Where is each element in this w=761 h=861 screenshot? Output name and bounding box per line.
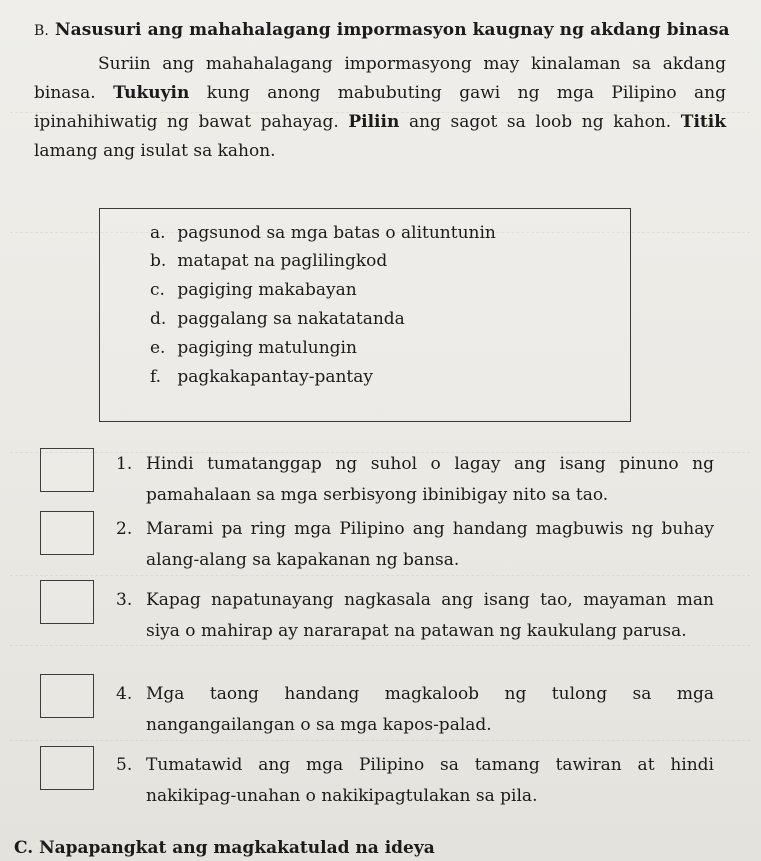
- next-section-letter: C.: [14, 838, 34, 858]
- item-text: Tumatawid ang mga Pilipino sa tamang tawiran at hindi nakikipag-unahan o nakikipagtulakan sa pila.: [146, 755, 714, 806]
- answer-box[interactable]: [40, 674, 94, 718]
- answer-box[interactable]: [40, 511, 94, 555]
- choice-letter: c.: [150, 280, 165, 300]
- choice-item: [150, 251, 387, 271]
- choice-item: [150, 280, 357, 300]
- next-section-title: Napapangkat ang magkakatulad na ideya: [39, 838, 435, 858]
- instructions-paragraph: [34, 50, 726, 166]
- choice-letter: e.: [150, 338, 166, 358]
- choice-item: [150, 309, 405, 329]
- item-number: 3.: [116, 590, 133, 610]
- item-text: Mga taong handang magkaloob ng tulong sa mga nangangailangan o sa mga kapos-palad.: [146, 684, 714, 735]
- choice-item: [150, 338, 357, 358]
- choice-letter: b.: [150, 251, 167, 271]
- choice-text: pagsunod sa mga batas o alituntunin: [177, 223, 496, 243]
- item-text: Marami pa ring mga Pilipino ang handang magbuwis ng buhay alang-alang sa kapakanan ng bansa.: [146, 519, 714, 570]
- instructions-bold-word: Titik: [680, 112, 726, 132]
- choice-text: pagiging makabayan: [177, 280, 357, 300]
- instructions-text: kung anong mabubuting gawi ng mga Pilipino ang ipinahihiwatig ng bawat pahayag.: [34, 83, 727, 132]
- instructions-text: lamang ang isulat sa kahon.: [34, 141, 276, 161]
- item-number: 4.: [116, 684, 133, 704]
- answer-box[interactable]: [40, 448, 94, 492]
- choice-text: matapat na paglilingkod: [177, 251, 388, 271]
- section-title: Nasusuri ang mahahalagang impormasyon kaugnay ng akdang binasa: [54, 20, 730, 40]
- instructions-bold-word: Piliin: [348, 112, 400, 132]
- item-number: 1.: [116, 454, 133, 474]
- instructions-bold-word: Tukuyin: [113, 83, 190, 103]
- choice-item: [150, 367, 373, 387]
- next-section-heading: [14, 838, 435, 858]
- item-text: Kapag napatunayang nagkasala ang isang tao, mayaman man siya o mahirap ay nararapat na patawan ng kaukulang parusa.: [146, 590, 714, 641]
- answer-box[interactable]: [40, 746, 94, 790]
- choice-text: pagkakapantay-pantay: [177, 367, 373, 387]
- instructions-text: ang sagot sa loob ng kahon.: [399, 112, 681, 132]
- answer-box[interactable]: [40, 580, 94, 624]
- item-number: 2.: [116, 519, 133, 539]
- choice-text: paggalang sa nakatatanda: [177, 309, 405, 329]
- section-letter: B.: [34, 23, 49, 39]
- instructions-text: Suriin ang mahahalagang impormasyong may kinalaman sa akdang binasa.: [34, 54, 726, 103]
- item-number: 5.: [116, 755, 133, 775]
- choice-letter: f.: [150, 367, 162, 387]
- choice-letter: a.: [150, 223, 166, 243]
- section-heading: [34, 20, 734, 40]
- item-text: Hindi tumatanggap ng suhol o lagay ang isang pinuno ng pamahalaan sa mga serbisyong ibinibigay nito sa tao.: [146, 454, 714, 505]
- choice-text: pagiging matulungin: [177, 338, 357, 358]
- choice-letter: d.: [150, 309, 167, 329]
- choice-item: [150, 223, 496, 243]
- choices-box: [99, 208, 631, 422]
